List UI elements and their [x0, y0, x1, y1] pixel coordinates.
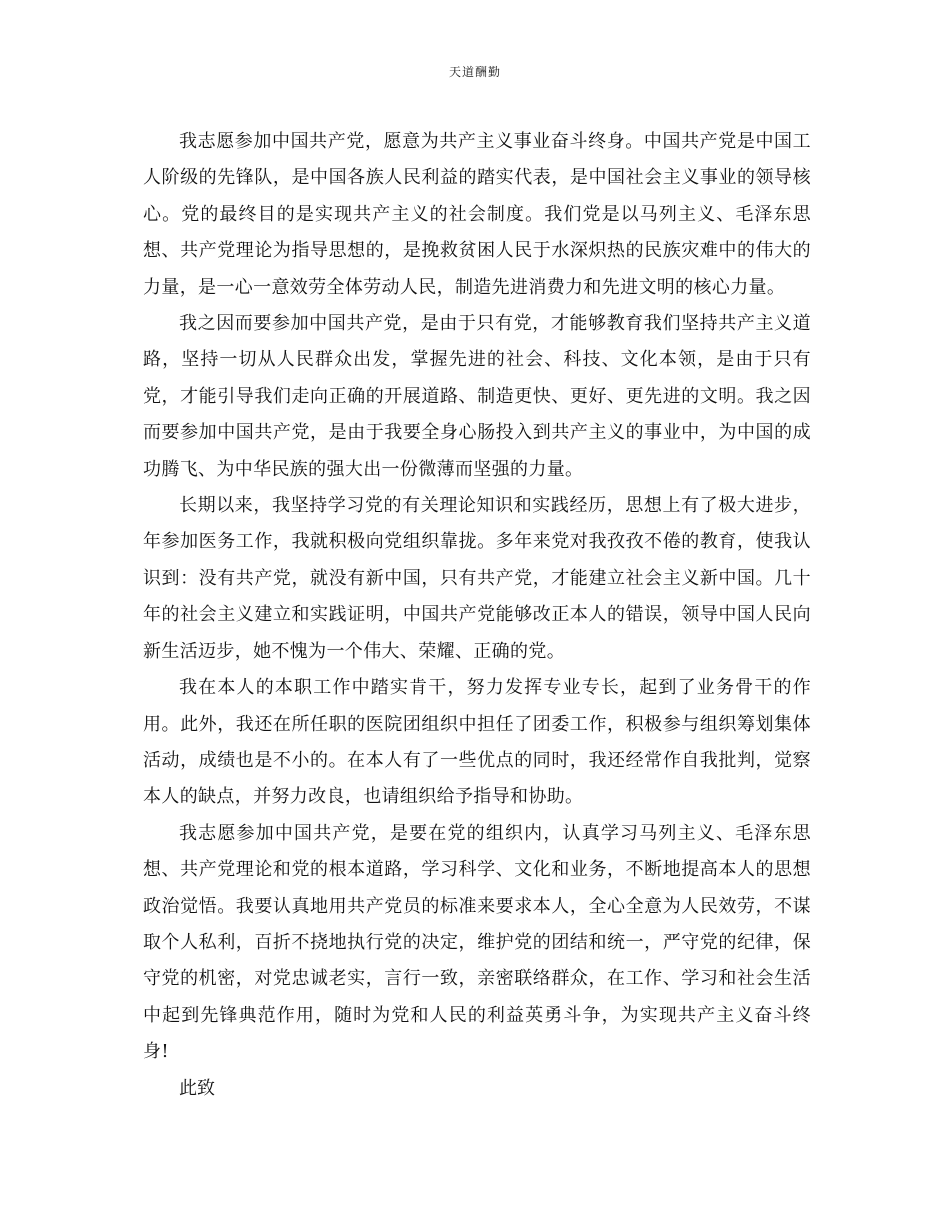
closing-salutation: 此致 [179, 1077, 215, 1099]
letter-body [143, 124, 811, 1107]
paragraph-2: 我之因而要参加中国共产党，是由于只有党，才能够教育我们坚持共产主义道路，坚持一切从人民群众出发，掌握先进的社会、科技、文化本领，是由于只有党，才能引导我们走向正确的开展道路、制造更快、更好、更先进的文明。我之因而要参加中国共产党，是由于我要全身心肠投入到共产主义的事业中，为中国的成功腾飞、为中华民族的强大出一份微薄而坚强的力量。 [143, 313, 811, 480]
paragraph-1: 我志愿参加中国共产党，愿意为共产主义事业奋斗终身。中国共产党是中国工人阶级的先锋队，是中国各族人民利益的踏实代表，是中国社会主义事业的领导核心。党的最终目的是实现共产主义的社会制度。我们党是以马列主义、毛泽东思想、共产党理论为指导思想的，是挽救贫困人民于水深炽热的民族灾难中的伟大的力量，是一心一意效劳全体劳动人民，制造先进消费力和先进文明的核心力量。 [143, 131, 811, 298]
paragraph-3: 长期以来，我坚持学习党的有关理论知识和实践经历，思想上有了极大进步，年参加医务工作，我就积极向党组织靠拢。多年来党对我孜孜不倦的教育，使我认识到：没有共产党，就没有新中国，只有共产党，才能建立社会主义新中国。几十年的社会主义建立和实践证明，中国共产党能够改正本人的错误，领导中国人民向新生活迈步，她不愧为一个伟大、荣耀、正确的党。 [143, 495, 811, 662]
page-header: 天道酬勤 [448, 65, 501, 79]
paragraph-4: 我在本人的本职工作中踏实肯干，努力发挥专业专长，起到了业务骨干的作用。此外，我还在所任职的医院团组织中担任了团委工作，积极参与组织筹划集体活动，成绩也是不小的。在本人有了一些优点的同时，我还经常作自我批判，觉察本人的缺点，并努力改良，也请组织给予指导和协助。 [143, 677, 811, 808]
paragraph-5: 我志愿参加中国共产党，是要在党的组织内，认真学习马列主义、毛泽东思想、共产党理论和党的根本道路，学习科学、文化和业务，不断地提高本人的思想政治觉悟。我要认真地用共产党员的标准来要求本人，全心全意为人民效劳，不谋取个人私利，百折不挠地执行党的决定，维护党的团结和统一，严守党的纪律，保守党的机密，对党忠诚老实，言行一致，亲密联络群众，在工作、学习和社会生活中起到先锋典范作用，随时为党和人民的利益英勇斗争，为实现共产主义奋斗终身! [143, 822, 811, 1063]
